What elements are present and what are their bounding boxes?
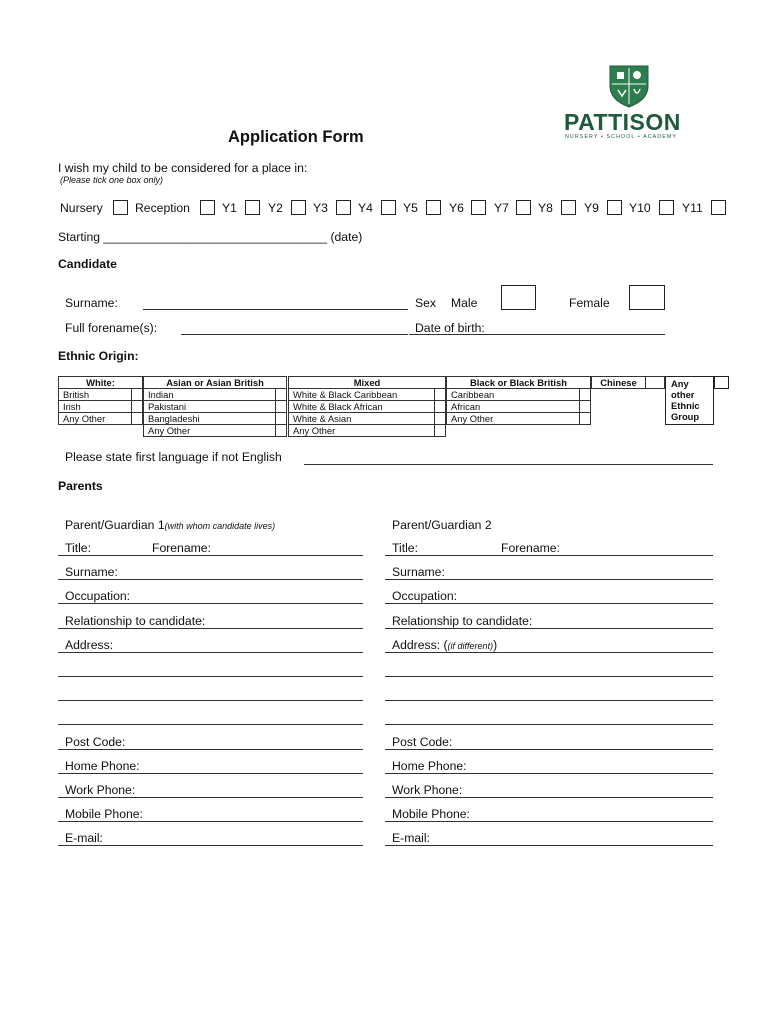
p2-address-line-field[interactable] [385,724,713,725]
language-label: Please state first language if not English [65,450,282,464]
forenames-field[interactable] [181,334,408,335]
p2-address-field[interactable] [385,652,713,653]
ethnic-other-label: Ethnic [671,400,700,411]
female-checkbox[interactable] [629,285,665,310]
ethnic-option: Any Other [447,413,580,425]
year-checkbox-y4[interactable] [381,200,396,215]
p2-surname-label: Surname: [392,565,445,579]
ethnic-heading: Ethnic Origin: [58,349,139,363]
ethnic-african-checkbox[interactable] [580,401,591,413]
ethnic-white-other-checkbox[interactable] [132,413,143,425]
year-label-y7: Y7 [494,201,509,215]
ethnic-wba-checkbox[interactable] [435,401,446,413]
year-label-y3: Y3 [313,201,328,215]
ethnic-black-header: Black or Black British [447,377,591,389]
p1-home_phone-label: Home Phone: [65,759,140,773]
p1-surname-field[interactable] [58,579,363,580]
year-checkbox-y10[interactable] [659,200,674,215]
year-checkbox-y11[interactable] [711,200,726,215]
p2-home_phone-label: Home Phone: [392,759,467,773]
year-label-y10: Y10 [629,201,651,215]
sex-label: Sex [415,296,437,310]
forenames-label: Full forename(s): [65,321,158,335]
ethnic-chinese-table [591,376,665,389]
year-label-y5: Y5 [403,201,418,215]
school-name-logo: PATTISON [564,109,681,135]
page-title: Application Form [228,128,364,146]
p1-title-field[interactable] [58,555,363,556]
ethnic-option: British [59,389,132,401]
year-label-nursery: Nursery [60,201,103,215]
ethnic-asian-other-checkbox[interactable] [276,425,287,437]
p2-mobile_phone-label: Mobile Phone: [392,807,470,821]
p1-home_phone-field[interactable] [58,773,363,774]
ethnic-mixed-header: Mixed [289,377,446,389]
p2-surname-field[interactable] [385,579,713,580]
p2-work_phone-field[interactable] [385,797,713,798]
p2-relationship-label: Relationship to candidate: [392,614,533,628]
year-checkbox-y8[interactable] [561,200,576,215]
ethnic-pakistani-checkbox[interactable] [276,401,287,413]
p1-address-line-field[interactable] [58,676,363,677]
intro-text: I wish my child to be considered for a place in: [58,161,308,175]
ethnic-indian-checkbox[interactable] [276,389,287,401]
p2-home_phone-field[interactable] [385,773,713,774]
p1-relationship-field[interactable] [58,628,363,629]
parent2-title: Parent/Guardian 2 [392,518,492,532]
ethnic-option: Irish [59,401,132,413]
p1-work_phone-label: Work Phone: [65,783,136,797]
p2-address-close: ) [493,638,498,652]
p2-occupation-field[interactable] [385,603,713,604]
ethnic-irish-checkbox[interactable] [132,401,143,413]
ethnic-other-group [665,376,714,425]
female-label: Female [569,296,610,310]
dob-field[interactable] [409,334,665,335]
ethnic-bangladeshi-checkbox[interactable] [276,413,287,425]
p1-occupation-field[interactable] [58,603,363,604]
ethnic-chinese-checkbox[interactable] [646,377,665,389]
p1-email-label: E-mail: [65,831,103,845]
male-label: Male [451,296,478,310]
ethnic-option: Bangladeshi [144,413,276,425]
ethnic-mixed-other-checkbox[interactable] [435,425,446,437]
p2-address-note: (if different) [447,641,494,651]
p2-title-label: Title: [392,541,418,555]
ethnic-asian-table [143,376,287,437]
p2-address-open: Address: ( [392,638,448,652]
year-label-y2: Y2 [268,201,283,215]
p2-email-field[interactable] [385,845,713,846]
dob-label: Date of birth: [415,321,485,335]
p1-occupation-label: Occupation: [65,589,131,603]
p1-mobile_phone-field[interactable] [58,821,363,822]
p1-mobile_phone-label: Mobile Phone: [65,807,143,821]
year-checkbox-y5[interactable] [426,200,441,215]
year-label-reception: Reception [135,201,190,215]
male-checkbox[interactable] [501,285,536,310]
ethnic-option: Caribbean [447,389,580,401]
ethnic-chinese-label: Chinese [592,377,646,389]
p2-address-line-field[interactable] [385,676,713,677]
year-checkbox-y6[interactable] [471,200,486,215]
p1-forename-label: Forename: [152,541,211,555]
parents-heading: Parents [58,479,103,493]
p2-relationship-field[interactable] [385,628,713,629]
candidate-heading: Candidate [58,257,117,271]
year-label-y9: Y9 [584,201,599,215]
ethnic-white-table [58,376,143,425]
ethnic-other-label: Group [671,411,700,422]
ethnic-other-label: Any [671,378,689,389]
ethnic-white-header: White: [59,377,143,389]
parent1-heading [65,518,275,532]
p1-email-field[interactable] [58,845,363,846]
p1-address-field[interactable] [58,652,363,653]
year-checkbox-reception[interactable] [200,200,215,215]
ethnic-option: African [447,401,580,413]
ethnic-option: Any Other [144,425,276,437]
ethnic-option: White & Black Caribbean [289,389,435,401]
year-label-y8: Y8 [538,201,553,215]
p2-address-label [392,638,497,652]
year-label-y1: Y1 [222,201,237,215]
year-checkbox-y1[interactable] [245,200,260,215]
ethnic-caribbean-checkbox[interactable] [580,389,591,401]
p2-work_phone-label: Work Phone: [392,783,463,797]
ethnic-black-other-checkbox[interactable] [580,413,591,425]
p2-mobile_phone-field[interactable] [385,821,713,822]
p1-address-line-field[interactable] [58,700,363,701]
ethnic-wbc-checkbox[interactable] [435,389,446,401]
year-checkbox-y7[interactable] [516,200,531,215]
school-tagline: NURSERY • SCHOOL • ACADEMY [565,134,677,140]
p1-address-label: Address: [65,638,114,652]
p2-postcode-field[interactable] [385,749,713,750]
p1-work_phone-field[interactable] [58,797,363,798]
ethnic-asian-header: Asian or Asian British [144,377,287,389]
p1-title-label: Title: [65,541,91,555]
p2-address-line-field[interactable] [385,700,713,701]
parent1-note: (with whom candidate lives) [164,521,276,531]
year-label-y11: Y11 [682,201,703,215]
parent1-title: Parent/Guardian 1 [65,518,165,532]
ethnic-wa-checkbox[interactable] [435,413,446,425]
p2-title-field[interactable] [385,555,713,556]
ethnic-mixed-table [288,376,446,437]
ethnic-black-table [446,376,591,425]
ethnic-option: White & Black African [289,401,435,413]
p2-postcode-label: Post Code: [392,735,453,749]
p2-forename-label: Forename: [501,541,560,555]
year-checkbox-y3[interactable] [336,200,351,215]
p1-surname-label: Surname: [65,565,118,579]
ethnic-other-label: other [671,389,695,400]
ethnic-option: Indian [144,389,276,401]
ethnic-other-checkbox[interactable] [714,376,729,389]
surname-label: Surname: [65,296,118,310]
year-label-y6: Y6 [449,201,464,215]
p1-postcode-field[interactable] [58,749,363,750]
year-checkbox-nursery[interactable] [113,200,128,215]
p2-email-label: E-mail: [392,831,430,845]
ethnic-option: Any Other [59,413,132,425]
school-crest-logo [608,64,650,108]
year-label-y4: Y4 [358,201,373,215]
p1-postcode-label: Post Code: [65,735,126,749]
ethnic-option: Any Other [289,425,435,437]
intro-note: (Please tick one box only) [60,175,164,185]
starting-date-line: Starting _________________________________ (date) [58,230,363,244]
p1-relationship-label: Relationship to candidate: [65,614,206,628]
p1-address-line-field[interactable] [58,724,363,725]
ethnic-british-checkbox[interactable] [132,389,143,401]
ethnic-option: Pakistani [144,401,276,413]
surname-field[interactable] [143,309,408,310]
year-checkbox-y9[interactable] [607,200,622,215]
year-checkbox-y2[interactable] [291,200,306,215]
ethnic-option: White & Asian [289,413,435,425]
language-field[interactable] [304,464,713,465]
p2-occupation-label: Occupation: [392,589,458,603]
